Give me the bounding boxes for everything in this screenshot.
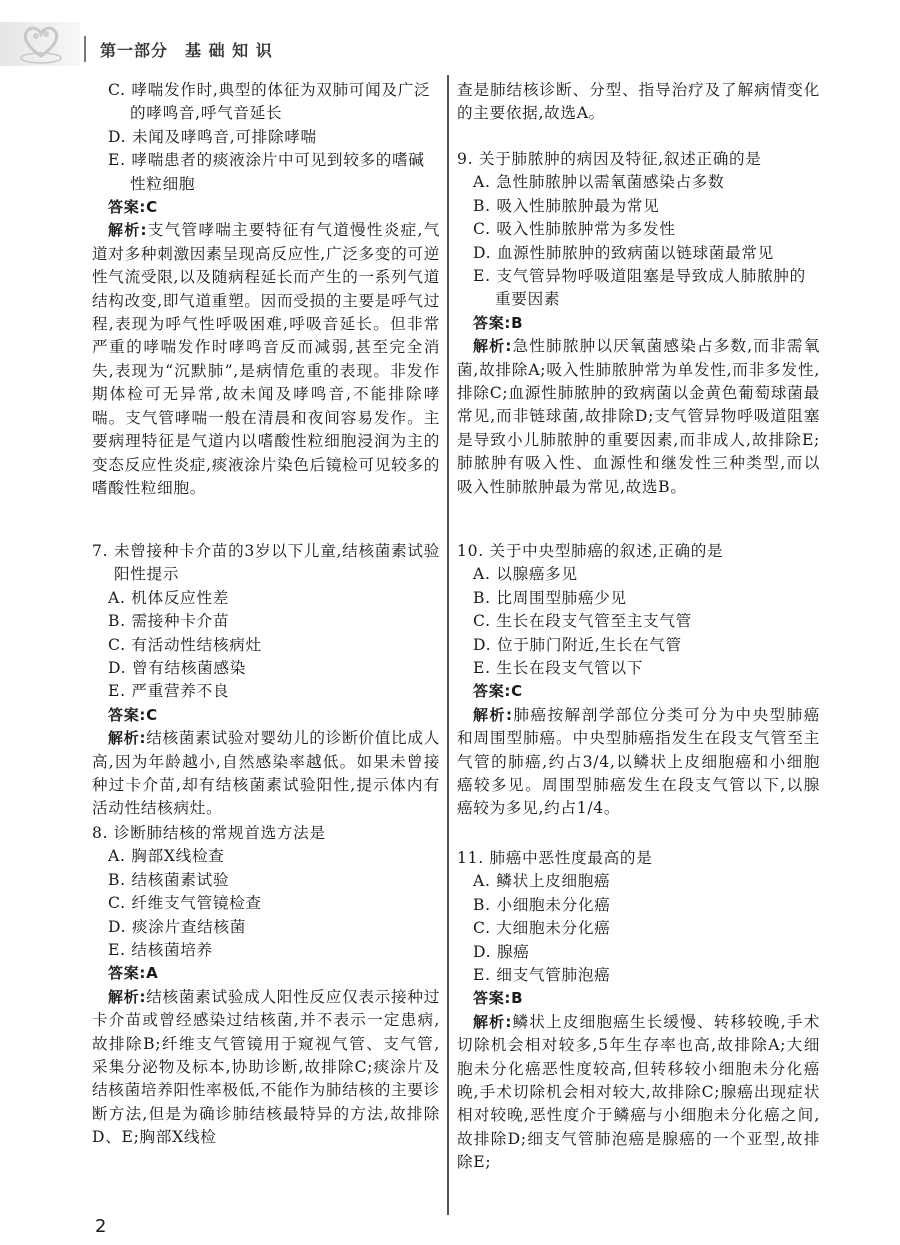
option-a: A. 以腺癌多见 [473, 565, 578, 584]
question-7 [92, 540, 440, 821]
explanation-text: 急性肺脓肿以厌氧菌感染占多数,而非需氧菌,故排除A;吸入性肺脓肿常为单发性,而非多发性,排除C;血源性肺脓肿的致病菌以金黄色葡萄球菌最常见,而非链球菌,故排除D;支气管异物呼吸道阻塞是导致小儿肺脓肿的重要因素,而非成人,故排除E;肺脓肿有吸入性、血源性和继发性三种类型,而以吸入性肺脓肿最为常见,故选B。 [457, 337, 820, 496]
option-c: C. 生长在段支气管至主支气管 [473, 612, 692, 631]
question-6-continuation [92, 79, 440, 500]
question-8 [92, 822, 440, 1150]
explanation-text: 结核菌素试验对婴幼儿的诊断价值比成人高,因为年龄越小,自然感染率越低。如果未曾接种过卡介苗,却有结核菌素试验阳性,提示体内有活动性结核病灶。 [92, 729, 440, 818]
explanation-label: 解析: [108, 987, 147, 1006]
option-b: B. 结核菌素试验 [108, 870, 230, 889]
option-a: A. 机体反应性差 [108, 588, 230, 607]
option-b: B. 比周围型肺癌少见 [473, 588, 627, 607]
answer: 答案:C [108, 198, 158, 217]
explanation [92, 727, 440, 821]
column-divider [447, 75, 449, 1215]
question-11 [457, 847, 820, 1175]
option-e: E. 严重营养不良 [108, 682, 230, 701]
question-text: 10. 关于中央型肺癌的叙述,正确的是 [457, 542, 724, 560]
option-c: C. 纤维支气管镜检查 [108, 894, 262, 913]
option-e: E. 细支气管肺泡癌 [473, 966, 611, 985]
option-c: C. 吸入性肺脓肿常为多发性 [473, 220, 676, 239]
answer: 答案:C [108, 705, 158, 724]
answer: 答案:B [473, 313, 524, 332]
heart-figures-icon [18, 22, 64, 66]
option-d: D. 腺癌 [473, 942, 530, 961]
option-a: A. 鳞状上皮细胞癌 [473, 872, 611, 891]
option-e: E. 哮喘患者的痰液涂片中可见到较多的嗜碱性粒细胞 [108, 151, 425, 193]
explanation-continuation: 查是肺结核诊断、分型、指导治疗及了解病情变化的主要依据,故选A。 [457, 81, 820, 123]
answer: 答案:C [473, 682, 523, 701]
explanation [457, 335, 820, 499]
option-b: B. 吸入性肺脓肿最为常见 [473, 196, 660, 215]
explanation-text: 肺癌按解剖学部位分类可分为中央型肺癌和周围型肺癌。中央型肺癌指发生在段支气管至主气管的肺癌,约占3/4,以鳞状上皮细胞癌和小细胞癌较多见。周围型肺癌发生在段支气管以下,以腺癌较为多见,约占1/4。 [457, 705, 820, 818]
section-title: 第一部分 基 础 知 识 [100, 41, 273, 60]
explanation-label: 解析: [108, 729, 147, 748]
option-d: D. 位于肺门附近,生长在气管 [473, 635, 682, 654]
option-c: C. 有活动性结核病灶 [108, 635, 262, 654]
publisher-logo [0, 22, 80, 66]
explanation-text: 支气管哮喘主要特征有气道慢性炎症,气道对多种刺激因素呈现高反应性,广泛多变的可逆性气流受限,以及随病程延长而产生的一系列气道结构改变,即气道重塑。因而受损的主要是呼气过程,表现为呼气性呼吸困难,呼吸音延长。但非常严重的哮喘发作时哮鸣音反而减弱,甚至完全消失,表现为“沉默肺”,是病情危重的表现。非发作期体检可无异常,故未闻及哮鸣音,不能排除哮喘。支气管哮喘一般在清晨和夜间容易发作。主要病理特征是气道内以嗜酸性粒细胞浸润为主的变态反应性炎症,痰液涂片染色后镜检可见较多的嗜酸性粒细胞。 [92, 221, 440, 497]
option-b: B. 小细胞未分化癌 [473, 895, 611, 914]
question-8-continuation [457, 79, 820, 126]
question-9 [457, 148, 820, 499]
option-d: D. 痰涂片查结核菌 [108, 917, 247, 936]
page-number: 2 [95, 1216, 107, 1237]
explanation-text: 结核菌素试验成人阳性反应仅表示接种过卡介苗或曾经感染过结核菌,并不表示一定患病,故排除B;纤维支气管镜用于窥视气管、支气管,采集分泌物及标本,协助诊断,故排除C;痰涂片及结核菌培养阳性率极低,不能作为肺结核的主要诊断方法,但是为确诊肺结核最特异的方法,故排除D、E;胸部X线检 [92, 987, 440, 1147]
running-header [0, 18, 900, 68]
question-text: 7. 未曾接种卡介苗的3岁以下儿童,结核菌素试验阳性提示 [92, 542, 440, 584]
explanation [457, 704, 820, 821]
explanation-label: 解析: [473, 337, 513, 356]
question-text: 11. 肺癌中恶性度最高的是 [457, 849, 653, 867]
option-d: D. 血源性肺脓肿的致病菌以链球菌最常见 [473, 243, 774, 262]
explanation-label: 解析: [108, 221, 148, 240]
option-d: D. 曾有结核菌感染 [108, 659, 247, 678]
option-b: B. 需接种卡介苗 [108, 612, 230, 631]
option-c: C. 哮喘发作时,典型的体征为双肺可闻及广泛的哮鸣音,呼气音延长 [108, 81, 431, 123]
explanation [92, 986, 440, 1150]
answer: 答案:B [473, 989, 524, 1008]
option-a: A. 急性肺脓肿以需氧菌感染占多数 [473, 173, 725, 192]
option-a: A. 胸部X线检查 [108, 847, 225, 866]
option-d: D. 未闻及哮鸣音,可排除哮喘 [108, 127, 317, 146]
option-e: E. 生长在段支气管以下 [473, 659, 644, 678]
question-10 [457, 540, 820, 821]
answer: 答案:A [108, 964, 159, 983]
question-text: 9. 关于肺脓肿的病因及特征,叙述正确的是 [457, 150, 762, 168]
header-divider [84, 36, 86, 62]
option-c: C. 大细胞未分化癌 [473, 919, 611, 938]
explanation [92, 219, 440, 500]
explanation-label: 解析: [473, 705, 513, 724]
question-text: 8. 诊断肺结核的常规首选方法是 [92, 824, 326, 842]
option-e: E. 支气管异物呼吸道阻塞是导致成人肺脓肿的重要因素 [473, 267, 806, 309]
explanation-label: 解析: [473, 1012, 513, 1031]
option-e: E. 结核菌培养 [108, 941, 213, 960]
explanation [457, 1011, 820, 1175]
explanation-text: 鳞状上皮细胞癌生长缓慢、转移较晚,手术切除机会相对较多,5年生存率也高,故排除A;大细胞未分化癌恶性度较高,但转移较小细胞未分化癌晚,手术切除机会相对较大,故排除C;腺癌出现症状相对较晚,恶性度介于鳞癌与小细胞未分化癌之间,故排除D;细支气管肺泡癌是腺癌的一个亚型,故排除E; [457, 1012, 820, 1172]
